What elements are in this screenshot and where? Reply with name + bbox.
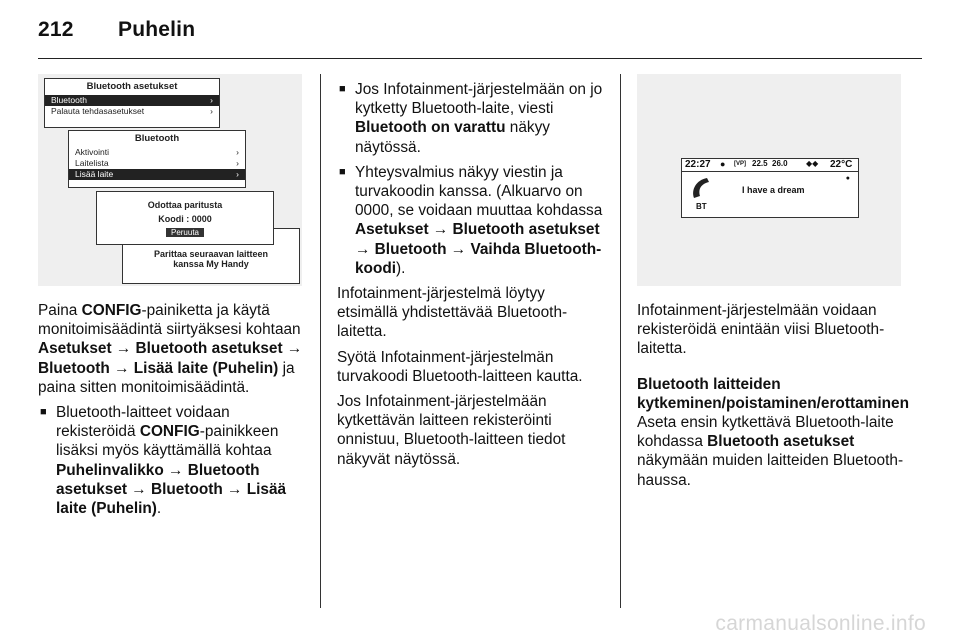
temperature-right: 22°C [830,159,853,170]
temperature-mid: 26.0 [772,159,788,168]
record-icon: ● [720,159,726,169]
screen-bluetooth [68,130,246,188]
paragraph: Aseta ensin kytkettävä Bluetooth-laite kohdassa Bluetooth asetukset näkymään muiden laitteiden Bluetooth-haussa. [637,414,904,489]
column-2 [337,80,603,475]
watermark: carmanualsonline.info [715,612,926,635]
menu-item: Bluetooth › [45,95,219,106]
screen-waiting-pairing [96,191,274,245]
chevron-right-icon: › [236,158,239,168]
page-number: 212 [38,18,74,41]
pairing-line: kanssa My Handy [173,259,249,269]
display-screen [681,158,859,218]
fan-icon: ◆◆ [806,159,819,168]
menu-item: Aktivointi › [75,147,239,157]
song-title: I have a dream [742,185,805,195]
vp-icon: [VP] [734,161,746,167]
temperature-left: 22.5 [752,159,768,168]
chevron-right-icon: › [210,95,213,105]
chevron-right-icon: › [210,106,213,116]
bluetooth-indicator-icon: ● [845,175,850,182]
phone-icon [690,176,712,200]
bluetooth-screens-figure [38,74,302,286]
section-heading: Bluetooth laitteiden kytkeminen/poistaminen/erottaminen [637,375,909,412]
cancel-button: Peruuta [166,228,204,237]
clock: 22:27 [685,159,711,170]
chapter-title: Puhelin [118,18,196,41]
column-divider [620,74,621,608]
menu-item: Palauta tehdasasetukset › [51,106,213,116]
column-divider [320,74,321,608]
column-3 [637,301,907,496]
menu-item: Laitelista › [75,158,239,168]
waiting-line: Odottaa paritusta [147,200,223,210]
instruction-paragraph: Paina CONFIG-painiketta ja käytä monitoimisäädintä siirtyäksesi kohtaan Asetukset → Bluetooth asetukset → Bluetooth → Lisää laite (Puhelin) ja paina sitten monitoimisäädintä. [38,302,303,396]
paragraph: Syötä Infotainment-järjestelmän turvakoodi Bluetooth-laitteen kautta. [337,348,583,385]
code-line: Koodi : 0000 [158,214,212,224]
infotainment-display-figure [637,74,901,286]
column-1 [38,301,304,524]
menu-item: Lisää laite › [69,169,245,180]
source-label: BT [696,202,707,211]
bullet-item: ■ Yhteysvalmius näkyy viestin ja turvakoodin kanssa. (Alkuarvo on 0000, se voidaan muuttaa kohdassa Asetukset → Bluetooth asetukset → Bluetooth → Vaihda Bluetooth-koodi). [337,163,603,278]
screen-title: Bluetooth asetukset [86,81,178,92]
bullet-item: ■ Jos Infotainment-järjestelmään on jo kytketty Bluetooth-laite, viesti Bluetooth on varattu näkyy näytössä. [337,80,603,157]
bullet-item: ■ Bluetooth-laitteet voidaan rekisteröidä CONFIG-painikkeen lisäksi myös käyttämällä kohtaa Puhelinvalikko → Bluetooth asetukset → Bluetooth → Lisää laite (Puhelin). [38,403,304,518]
chevron-right-icon: › [236,147,239,157]
screen-bluetooth-settings [44,78,220,128]
page-header [38,18,195,42]
chevron-right-icon: › [236,169,239,179]
screen-title: Bluetooth [134,133,180,144]
paragraph: Jos Infotainment-järjestelmään kytkettävän laitteen rekisteröinti onnistuu, Bluetooth-laitteen tiedot näkyvät näytössä. [337,393,566,468]
header-rule [38,58,922,59]
pairing-line: Parittaa seuraavan laitteen [153,249,269,259]
status-bar [682,159,858,172]
paragraph: Infotainment-järjestelmä löytyy etsimällä yhdistettävää Bluetooth-laitetta. [337,285,568,341]
paragraph: Infotainment-järjestelmään voidaan rekisteröidä enintään viisi Bluetooth-laitetta. [637,302,885,358]
